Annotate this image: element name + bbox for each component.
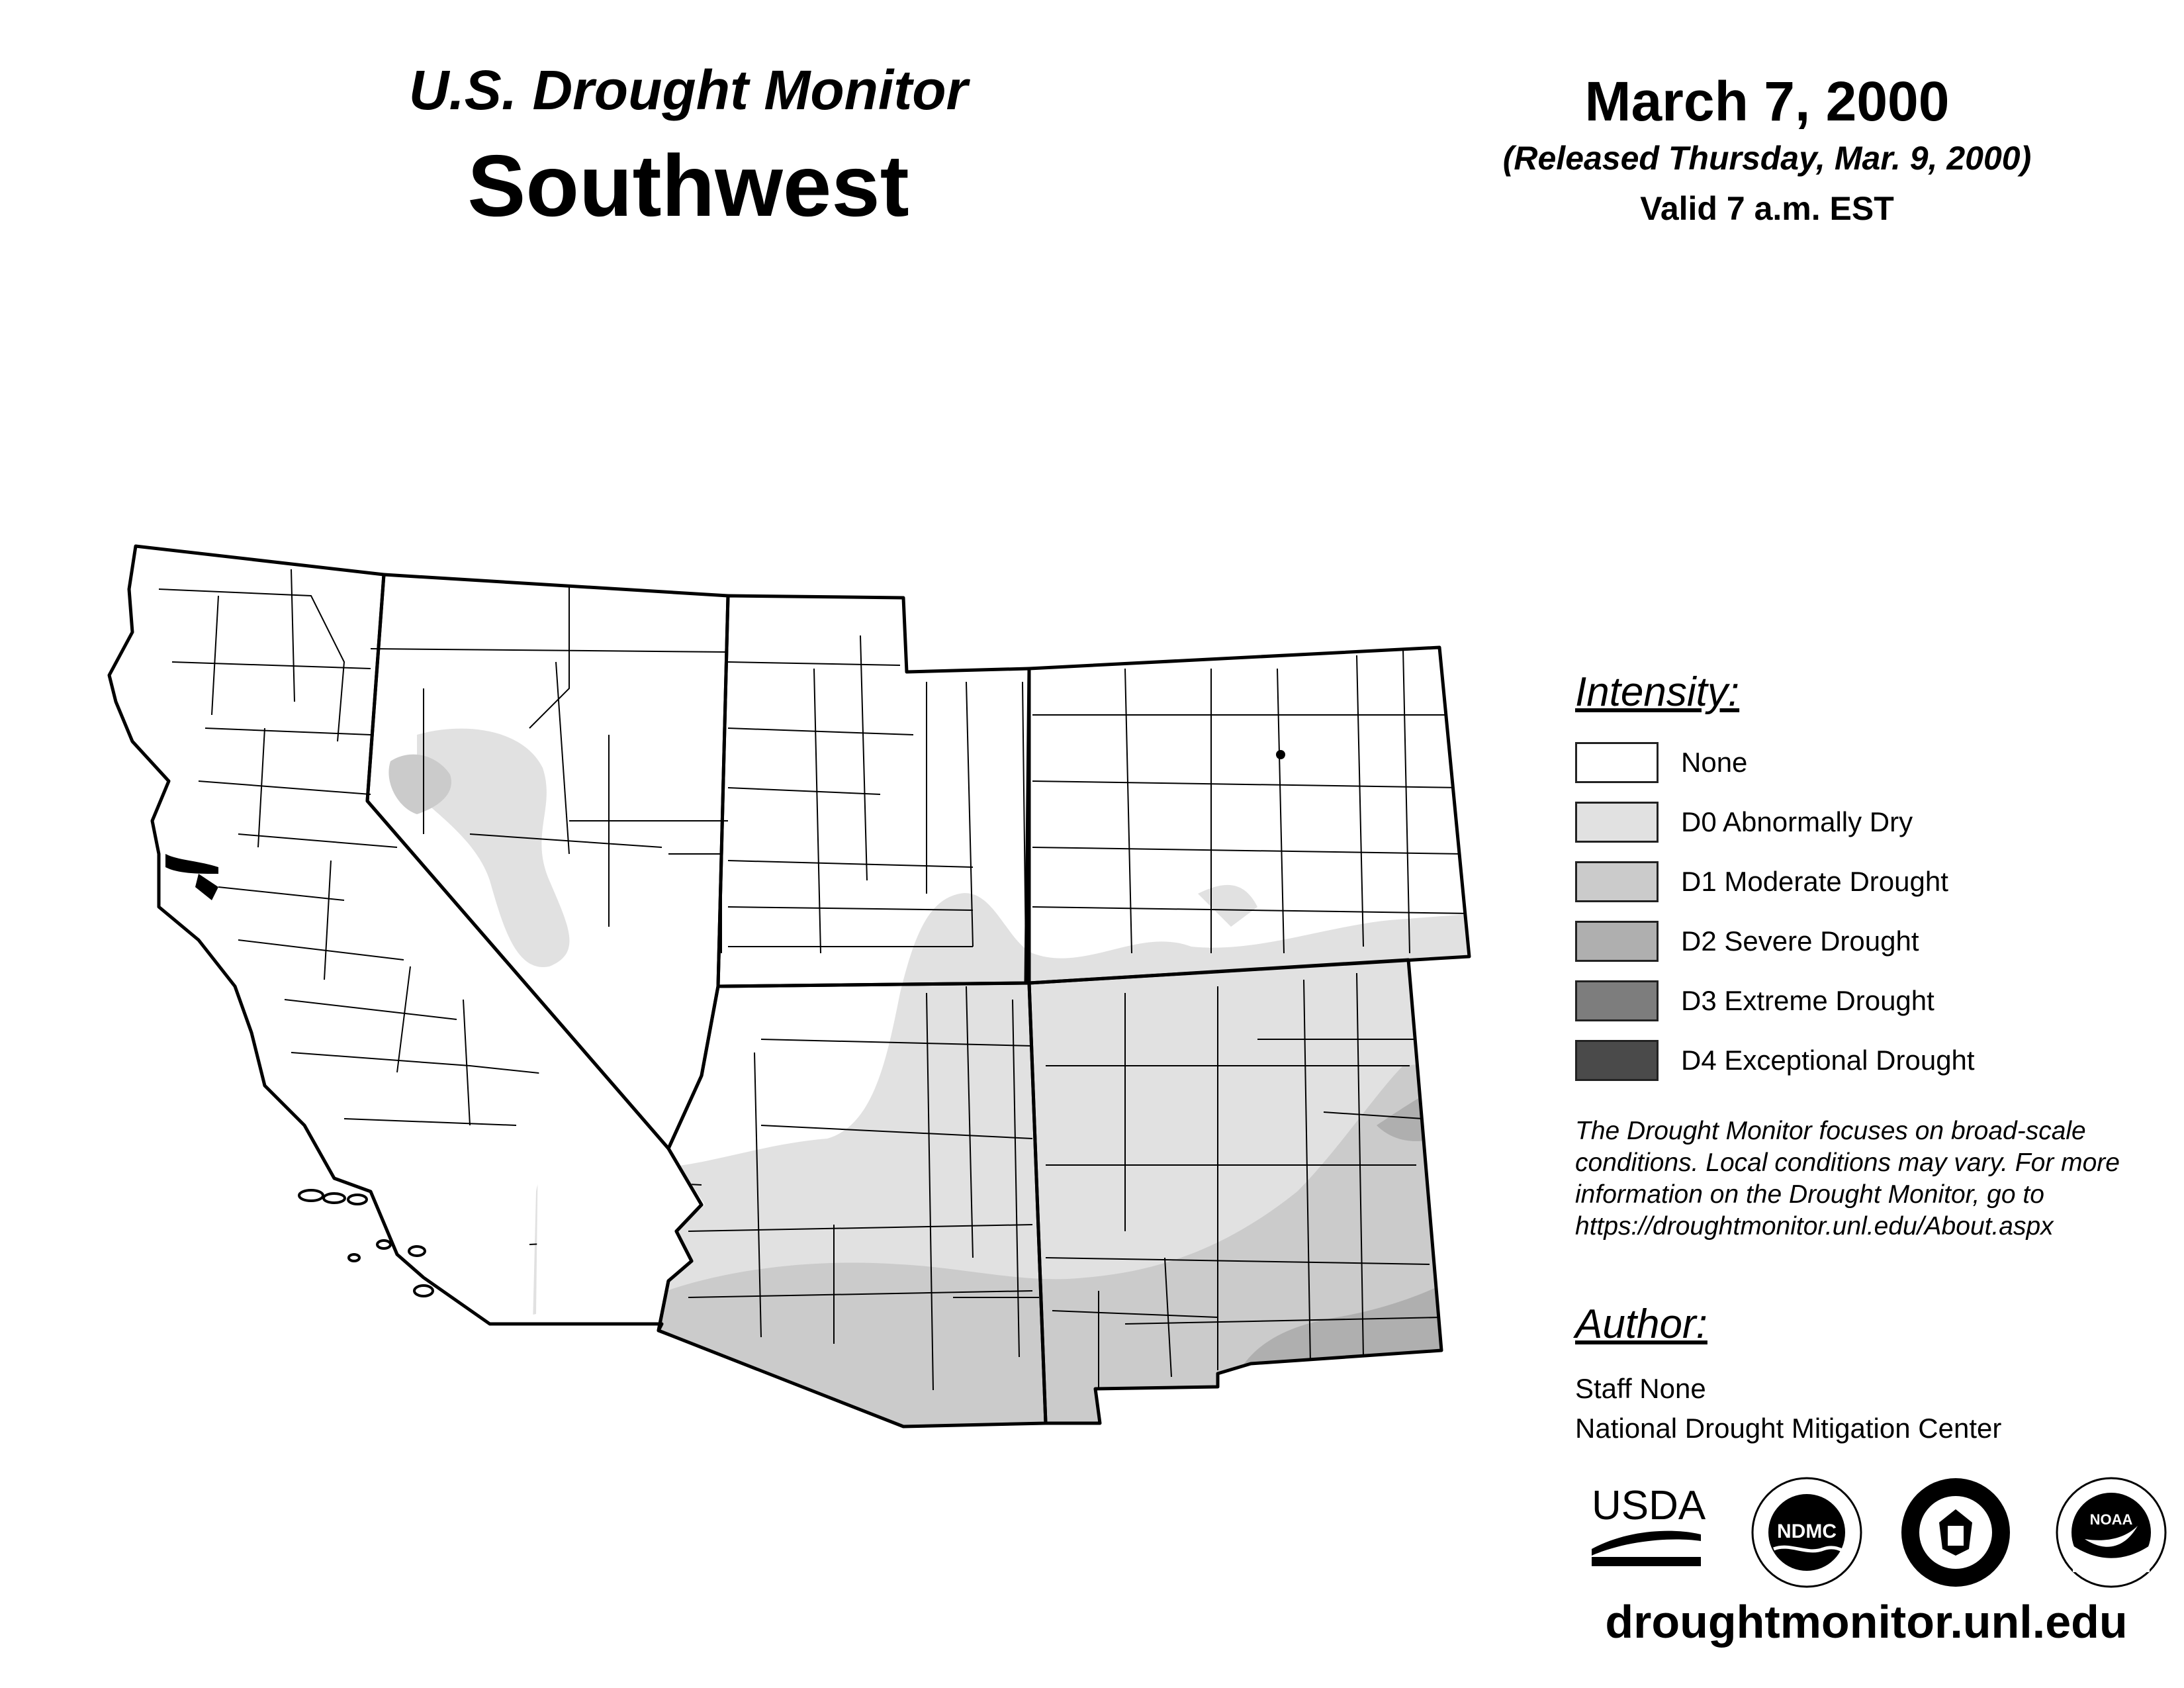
legend-item-d4 xyxy=(1575,1031,2171,1090)
region-title: Southwest xyxy=(467,137,909,234)
legend-label: D0 Abnormally Dry xyxy=(1681,806,1913,837)
ndmc-logo xyxy=(1752,1478,1861,1587)
legend-item-none xyxy=(1575,733,2171,792)
legend-swatch xyxy=(1575,861,1659,902)
legend-swatch xyxy=(1575,1040,1659,1081)
disclaimer-note: The Drought Monitor focuses on broad-scale conditions. Local conditions may vary. For more information on the Drought Monitor, go to https://droughtmonitor.unl.edu/About.aspx xyxy=(1575,1117,2120,1241)
legend-label: D2 Severe Drought xyxy=(1681,925,1919,957)
legend-swatch xyxy=(1575,802,1659,843)
legend-items xyxy=(1575,733,2171,1090)
legend-label: D1 Moderate Drought xyxy=(1681,866,1948,897)
drought-shading xyxy=(388,729,1482,1456)
legend-swatch xyxy=(1575,742,1659,783)
sponsor-logos xyxy=(1588,1476,2171,1589)
california-outline xyxy=(109,546,702,1331)
legend xyxy=(1575,669,2171,1090)
water-features xyxy=(165,750,1285,900)
map-date: March 7, 2000 xyxy=(1584,70,1950,132)
author-organization: National Drought Mitigation Center xyxy=(1575,1413,2002,1444)
legend-item-d2 xyxy=(1575,912,2171,971)
ndmc-logo-text: NDMC xyxy=(1777,1521,1837,1542)
author-block xyxy=(1575,1301,2171,1444)
legend-label: D4 Exceptional Drought xyxy=(1681,1045,1975,1076)
noaa-logo-text: NOAA xyxy=(2089,1511,2133,1528)
legend-label: D3 Extreme Drought xyxy=(1681,985,1934,1016)
author-title: Author: xyxy=(1575,1301,1707,1347)
usda-logo-text: USDA xyxy=(1592,1483,1706,1528)
legend-item-d3 xyxy=(1575,971,2171,1031)
release-date: (Released Thursday, Mar. 9, 2000) xyxy=(1502,140,2032,177)
legend-swatch xyxy=(1575,921,1659,962)
usda-logo xyxy=(1592,1483,1706,1566)
channel-islands xyxy=(299,1190,433,1296)
d0-area xyxy=(1198,885,1257,927)
website-link[interactable]: droughtmonitor.unl.edu xyxy=(1605,1596,2128,1648)
legend-title: Intensity: xyxy=(1575,669,1740,715)
legend-item-d1 xyxy=(1575,852,2171,912)
legend-swatch xyxy=(1575,980,1659,1021)
author-name: Staff None xyxy=(1575,1373,1706,1404)
product-title: U.S. Drought Monitor xyxy=(408,59,968,121)
noaa-logo xyxy=(2057,1478,2165,1587)
legend-label: None xyxy=(1681,747,1748,778)
legend-item-d0 xyxy=(1575,792,2171,852)
commerce-seal-icon xyxy=(1901,1478,2010,1587)
valid-time: Valid 7 a.m. EST xyxy=(1640,190,1894,227)
